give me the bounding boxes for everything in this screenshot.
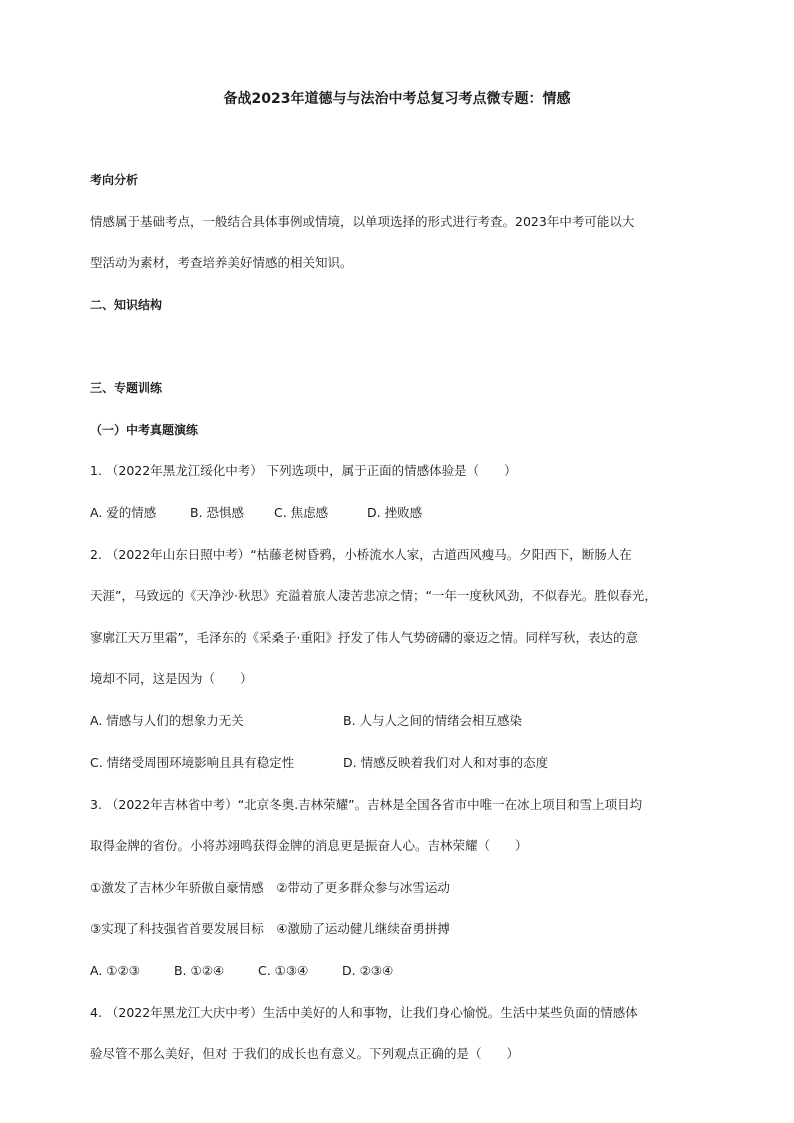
question-2-option-b: B. 人与人之间的情绪会相互感染 (343, 713, 523, 728)
question-3-items-3-4: ③实现了科技强省首要发展目标 ④激励了运动健儿继续奋勇拼搏 (90, 921, 450, 936)
question-3-option-a: A. ①②③ (90, 963, 140, 978)
section-heading-analysis: 考向分析 (90, 173, 139, 187)
question-1-option-a: A. 爱的情感 (90, 505, 157, 520)
question-2-option-c: C. 情绪受周围环境影响且具有稳定性 (90, 755, 295, 770)
question-4-stem-line-1: 4. （2022年黑龙江大庆中考）生活中美好的人和事物，让我们身心愉悦。生活中某些负面的情感体 (90, 1005, 638, 1020)
question-2-stem-line-4: 境却不同，这是因为（ ） (90, 671, 253, 686)
question-2-option-a: A. 情感与人们的想象力无关 (90, 713, 244, 728)
analysis-paragraph-line-1: 情感属于基础考点，一般结合具体事例或情境，以单项选择的形式进行考查。2023年中考可能以大 (90, 214, 635, 229)
question-2-stem-line-1: 2. （2022年山东日照中考）“枯藤老树昏鸦，小桥流水人家，古道西风瘦马。夕阳西下，断肠人在 (90, 547, 632, 562)
question-2-stem-line-3: 寥廓江天万里霜”，毛泽东的《采桑子·重阳》抒发了伟人气势磅礴的豪迈之情。同样写秋，表达的意 (90, 630, 638, 645)
question-1-option-b: B. 恐惧感 (190, 505, 245, 520)
section-heading-knowledge: 二、知识结构 (90, 298, 163, 312)
question-4-stem-line-2: 验尽管不那么美好，但对 于我们的成长也有意义。下列观点正确的是（ ） (90, 1046, 519, 1061)
question-3-option-b: B. ①②④ (174, 963, 225, 978)
question-2-option-d: D. 情感反映着我们对人和对事的态度 (343, 755, 549, 770)
question-3-items-1-2: ①激发了吉林少年骄傲自豪情感 ②带动了更多群众参与冰雪运动 (90, 880, 450, 895)
page-title: 备战2023年道德与与法治中考总复习考点微专题：情感 (223, 91, 571, 107)
question-3-option-c: C. ①③④ (258, 963, 309, 978)
question-1-options (90, 505, 422, 521)
question-3-stem-line-1: 3. （2022年吉林省中考）“北京冬奥.吉林荣耀”。吉林是全国各省市中唯一在冰上项目和雪上项目均 (90, 797, 643, 812)
question-3-option-d: D. ②③④ (342, 963, 394, 978)
question-2-stem-line-2: 天涯”，马致远的《天净沙·秋思》充溢着旅人凄苦悲凉之情；“一年一度秋风劲，不似春光。胜似春光， (90, 588, 657, 603)
question-3-stem-line-2: 取得金牌的省份。小将苏翊鸣获得金牌的消息更是振奋人心。吉林荣耀（ ） (90, 838, 528, 853)
analysis-paragraph-line-2: 型活动为素材，考查培养美好情感的相关知识。 (90, 255, 353, 270)
question-1-option-d: D. 挫败感 (367, 505, 423, 520)
sub-heading-real-exams: （一）中考真题演练 (90, 423, 199, 437)
section-heading-training: 三、专题训练 (90, 381, 163, 395)
question-1-stem: 1. （2022年黑龙江绥化中考） 下列选项中，属于正面的情感体验是（ ） (90, 463, 517, 478)
question-1-option-c: C. 焦虑感 (274, 505, 329, 520)
question-3-options (90, 963, 393, 979)
